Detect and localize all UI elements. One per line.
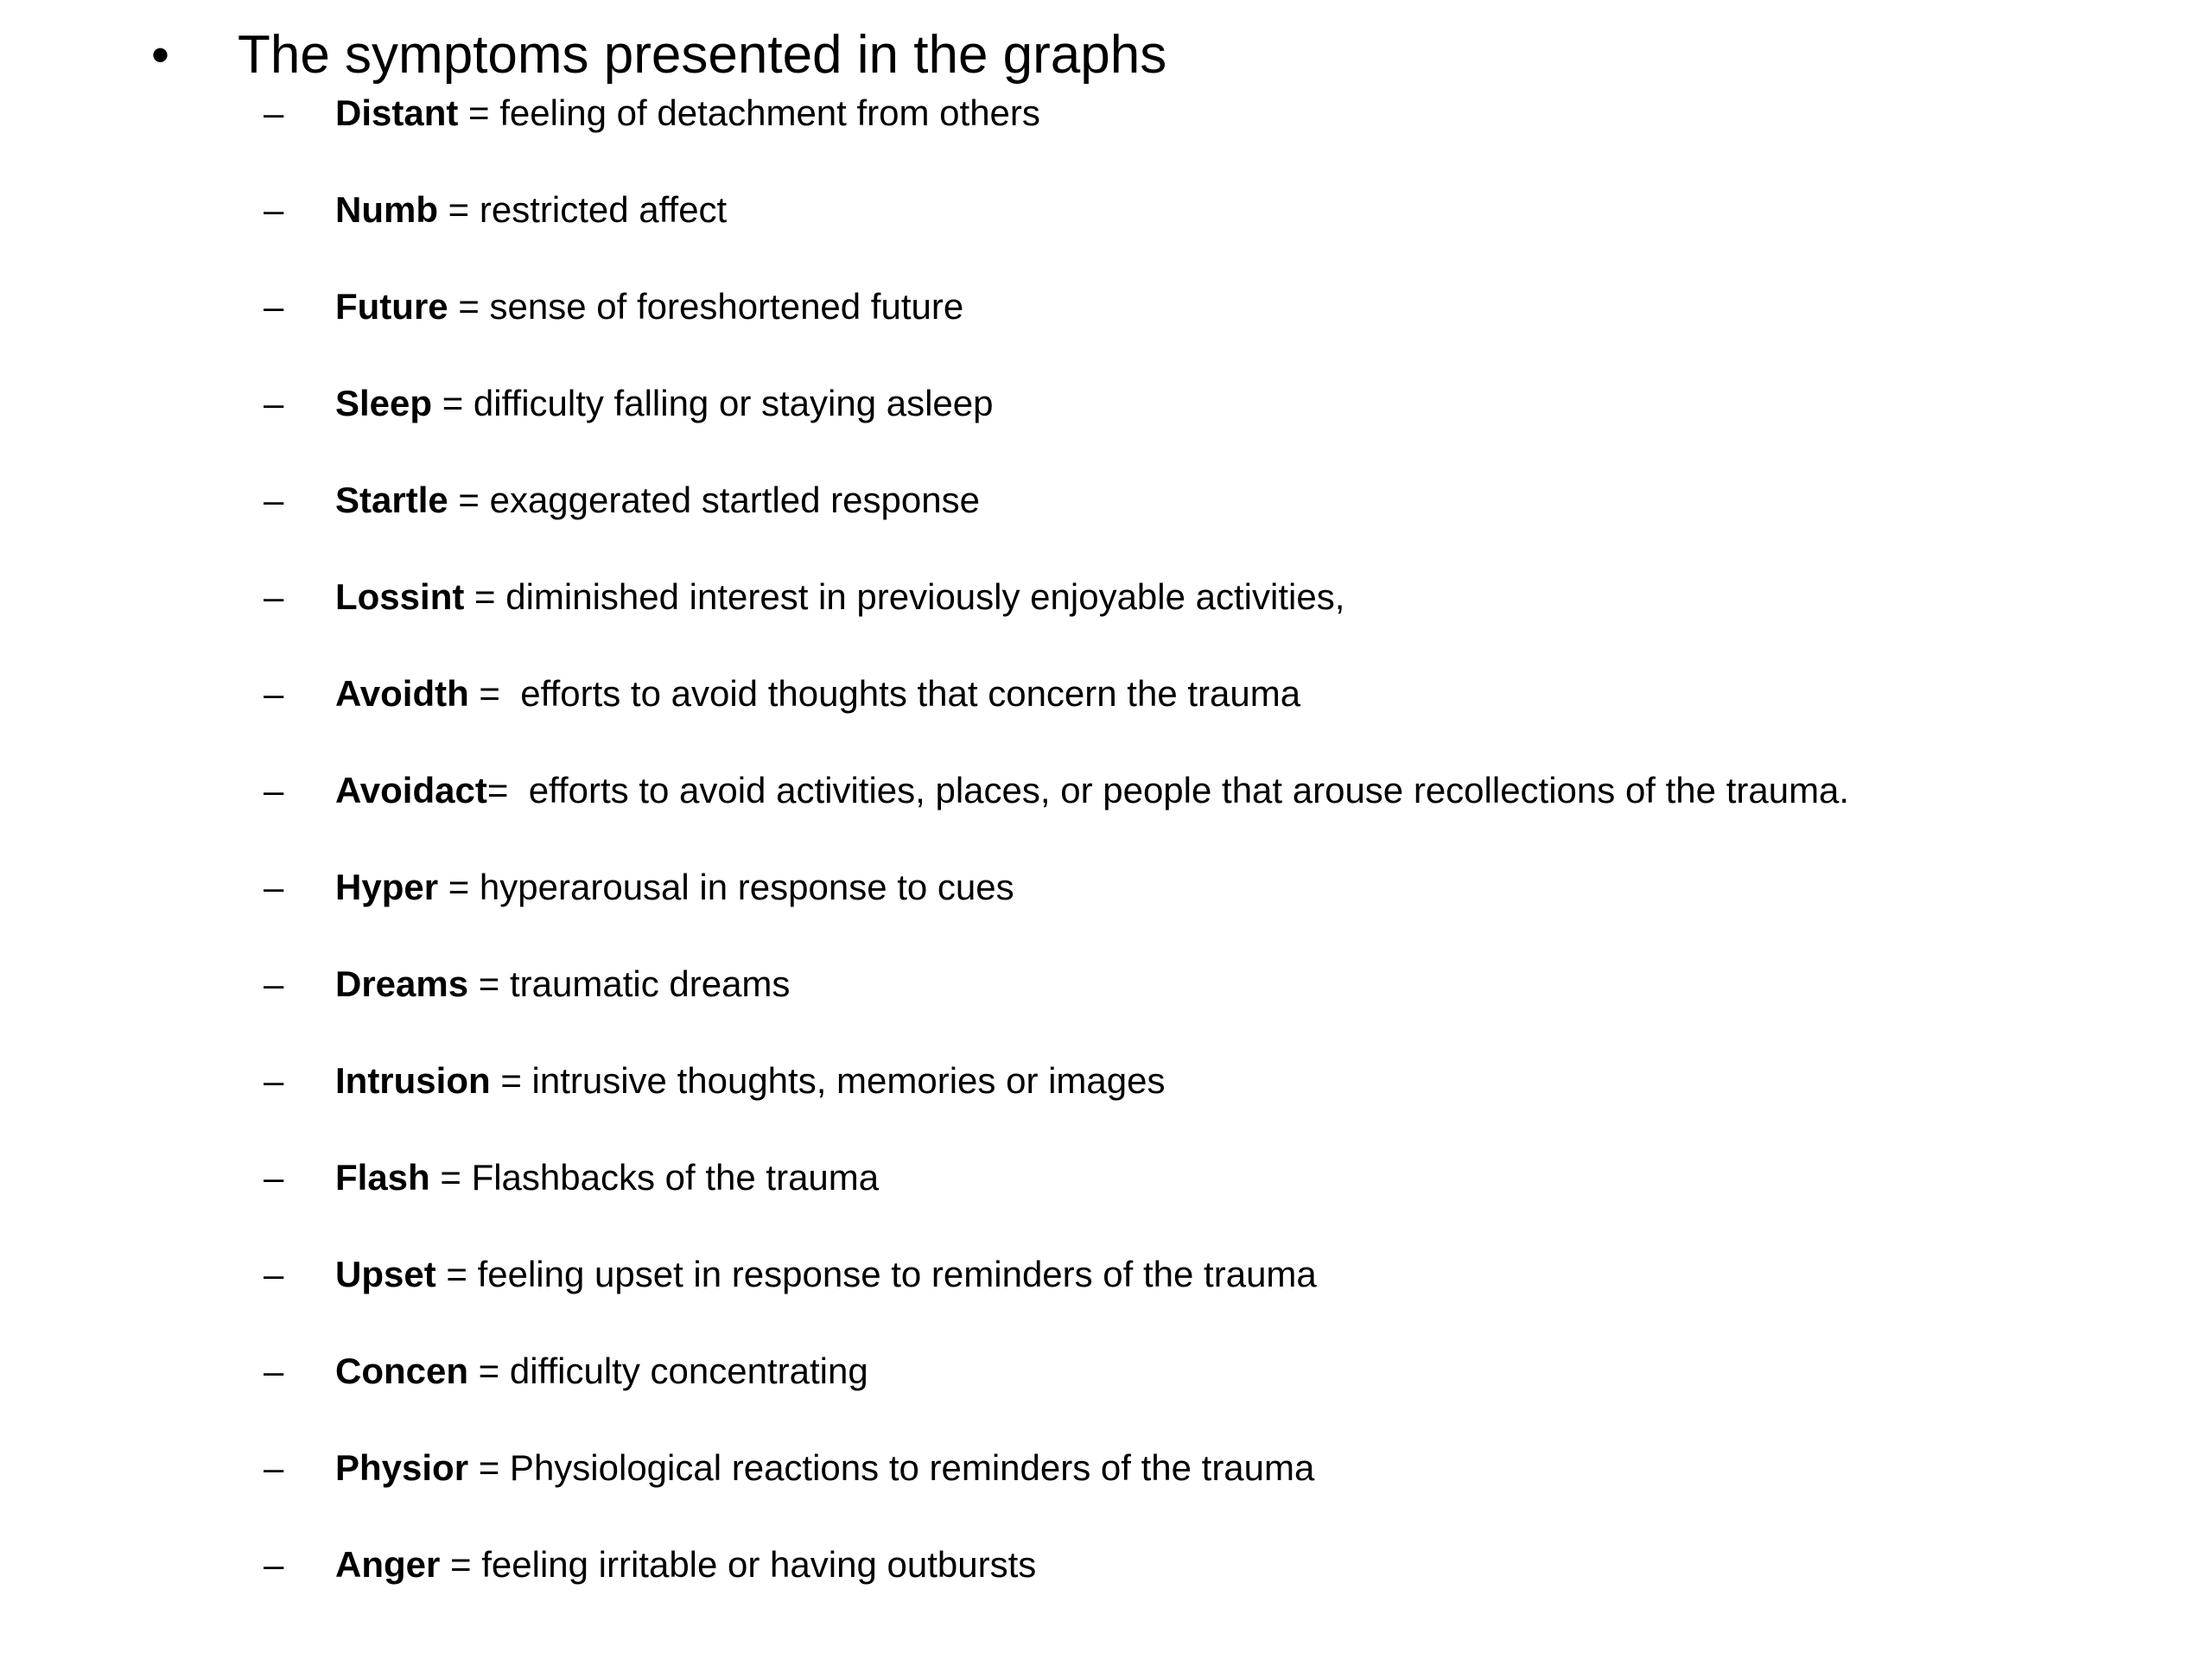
- symptom-term: Flash: [335, 1157, 430, 1198]
- symptom-text: [335, 479, 980, 522]
- symptom-item-lossint: [0, 569, 2212, 665]
- dash-marker: –: [264, 673, 284, 714]
- symptom-definition: = efforts to avoid thoughts that concern the trauma: [468, 673, 1301, 714]
- symptom-term: Anger: [335, 1544, 441, 1585]
- dash-marker: –: [264, 286, 284, 327]
- symptom-definition: = Physiological reactions to reminders of the trauma: [468, 1447, 1315, 1488]
- dash-marker: –: [264, 963, 284, 1004]
- symptom-item-concen: [0, 1343, 2212, 1440]
- symptom-item-distant: [0, 85, 2212, 181]
- symptom-term: Numb: [335, 189, 438, 230]
- symptom-definition: = restricted affect: [438, 189, 728, 230]
- symptom-definition: = hyperarousal in response to cues: [438, 867, 1014, 907]
- symptom-term: Upset: [335, 1254, 436, 1294]
- symptom-text: [335, 866, 1014, 909]
- symptom-term: Future: [335, 286, 448, 327]
- symptom-text: [335, 1350, 868, 1393]
- symptom-item-startle: [0, 472, 2212, 569]
- symptom-definition: = difficulty concentrating: [468, 1351, 868, 1391]
- symptom-definition: = traumatic dreams: [468, 963, 791, 1004]
- symptom-item-avoidth: [0, 665, 2212, 762]
- symptom-term: Avoidth: [335, 673, 469, 714]
- symptom-item-flash: [0, 1149, 2212, 1246]
- slide-heading: The symptoms presented in the graphs: [238, 25, 1167, 85]
- symptom-text: [335, 575, 1344, 619]
- symptom-text: [335, 382, 993, 425]
- symptom-definition: = exaggerated startled response: [448, 480, 980, 520]
- symptom-text: [335, 1543, 1036, 1586]
- symptom-text: [335, 963, 790, 1006]
- symptom-item-future: [0, 278, 2212, 375]
- symptom-text: [335, 1446, 1314, 1490]
- symptom-definition: = efforts to avoid activities, places, or people that arouse recollections of the trauma.: [486, 770, 1850, 810]
- symptom-item-avoidact: [0, 762, 2212, 859]
- symptom-term: Sleep: [335, 383, 433, 423]
- symptom-definition: = feeling of detachment from others: [458, 92, 1040, 133]
- dash-marker: –: [264, 576, 284, 617]
- symptom-term: Lossint: [335, 576, 465, 617]
- symptom-definition: = Flashbacks of the trauma: [429, 1157, 880, 1198]
- symptom-text: [335, 1059, 1166, 1103]
- dash-marker: –: [264, 1157, 284, 1198]
- symptom-definition: = feeling irritable or having outbursts: [440, 1544, 1037, 1585]
- symptom-item-sleep: [0, 375, 2212, 472]
- symptom-definition: = feeling upset in response to reminders of the trauma: [435, 1254, 1317, 1294]
- dash-marker: –: [264, 189, 284, 230]
- symptom-term: Hyper: [335, 867, 439, 907]
- symptom-definition: = sense of foreshortened future: [448, 286, 964, 327]
- symptom-text: [335, 1156, 879, 1199]
- symptom-text: [335, 769, 1849, 812]
- symptom-text: [335, 1253, 1317, 1296]
- symptom-item-numb: [0, 181, 2212, 278]
- dash-marker: –: [264, 770, 284, 810]
- symptom-item-anger: [0, 1536, 2212, 1633]
- symptom-item-intrusion: [0, 1052, 2212, 1149]
- symptom-term: Avoidact: [335, 770, 487, 810]
- symptom-text: [335, 672, 1300, 715]
- dash-marker: –: [264, 1060, 284, 1101]
- main-bullet-marker: •: [151, 26, 170, 84]
- dash-marker: –: [264, 1351, 284, 1391]
- symptom-definition: = intrusive thoughts, memories or images: [490, 1060, 1166, 1101]
- dash-marker: –: [264, 92, 284, 133]
- dash-marker: –: [264, 383, 284, 423]
- symptom-list: [0, 85, 2212, 1633]
- dash-marker: –: [264, 480, 284, 520]
- symptom-item-upset: [0, 1246, 2212, 1343]
- dash-marker: –: [264, 867, 284, 907]
- symptom-term: Startle: [335, 480, 448, 520]
- symptom-text: [335, 188, 727, 232]
- symptom-term: Physior: [335, 1447, 469, 1488]
- symptom-item-physior: [0, 1440, 2212, 1536]
- dash-marker: –: [264, 1254, 284, 1294]
- symptom-term: Concen: [335, 1351, 469, 1391]
- dash-marker: –: [264, 1447, 284, 1488]
- symptom-definition: = diminished interest in previously enjoyable activities,: [464, 576, 1345, 617]
- symptom-item-dreams: [0, 956, 2212, 1052]
- symptom-text: [335, 92, 1040, 135]
- symptom-term: Dreams: [335, 963, 469, 1004]
- symptom-definition: = difficulty falling or staying asleep: [432, 383, 994, 423]
- symptom-item-hyper: [0, 859, 2212, 956]
- dash-marker: –: [264, 1544, 284, 1585]
- symptom-term: Intrusion: [335, 1060, 491, 1101]
- symptom-term: Distant: [335, 92, 459, 133]
- symptom-text: [335, 285, 963, 328]
